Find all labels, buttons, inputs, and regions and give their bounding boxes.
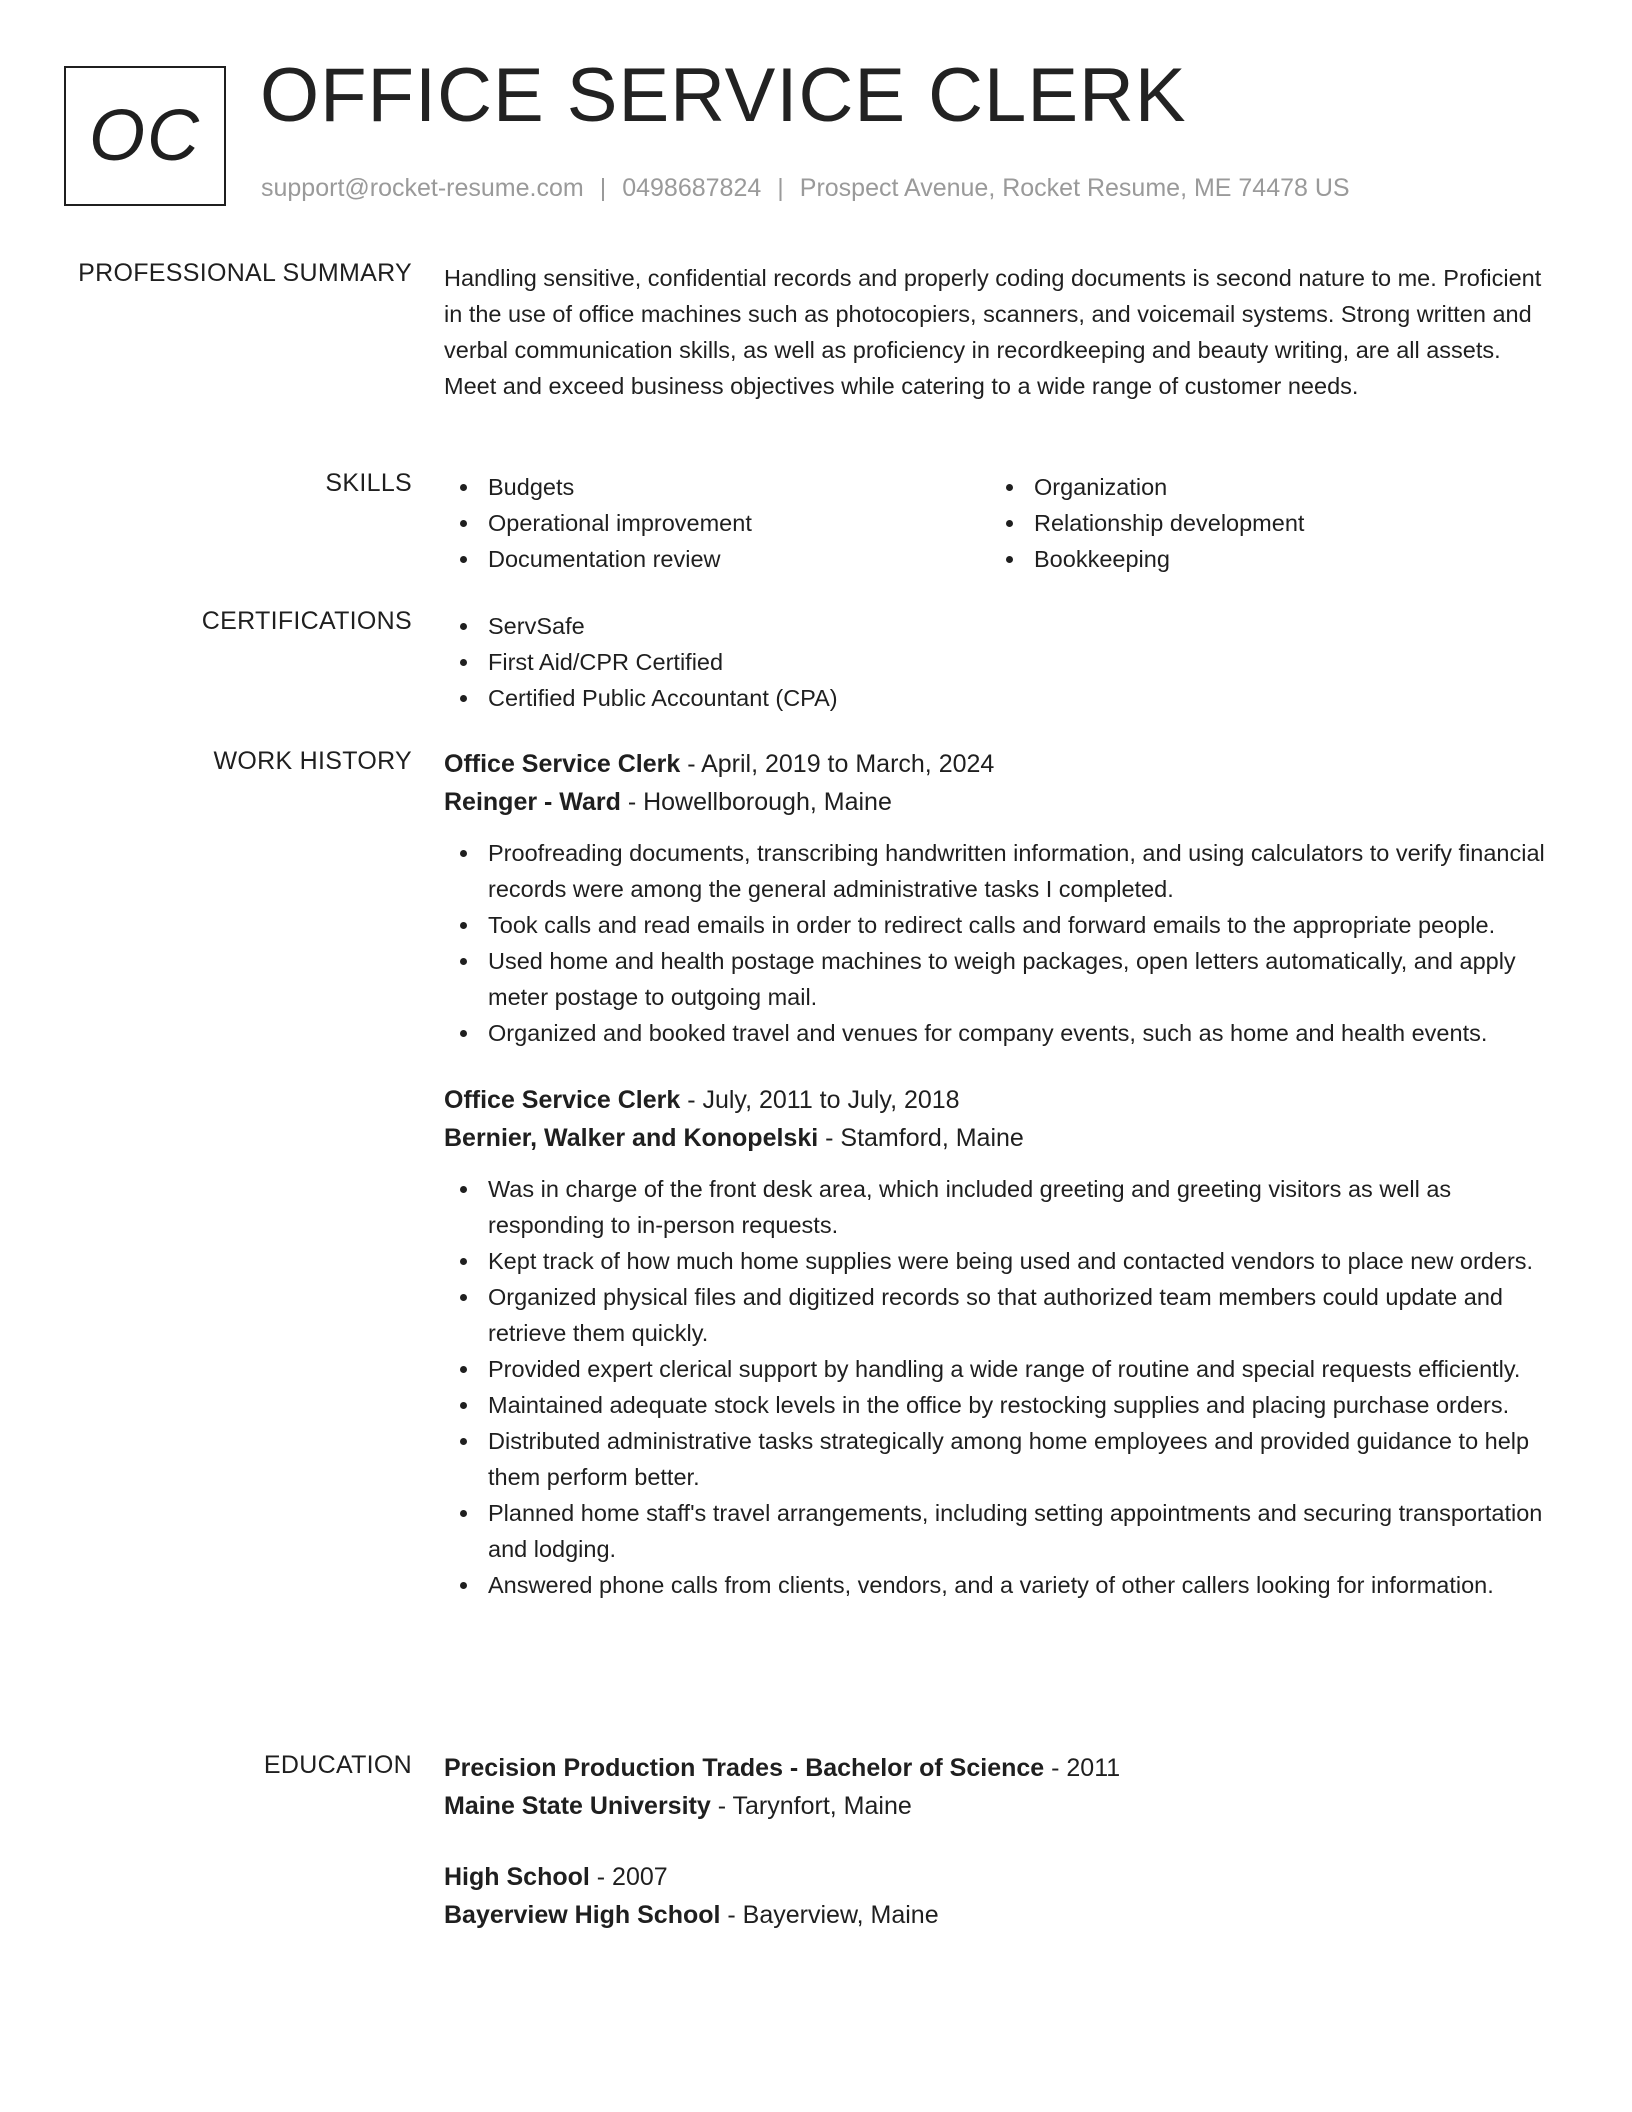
contact-line [261, 176, 1350, 201]
skill-item: Relationship development [990, 505, 1536, 541]
job-bullet: Organized and booked travel and venues for company events, such as home and health events. [444, 1015, 1556, 1051]
skills-column-left [444, 469, 990, 577]
education-school-line [444, 1896, 1556, 1934]
certifications-body [444, 608, 1556, 716]
job-bullet: Answered phone calls from clients, vendors, and a variety of other callers looking for information. [444, 1567, 1556, 1603]
skill-item: Bookkeeping [990, 541, 1536, 577]
job-entry [444, 1081, 1556, 1603]
education-school: Bayerview High School [444, 1901, 721, 1929]
job-bullet: Proofreading documents, transcribing handwritten information, and using calculators to verify financial records were among the general administrative tasks I completed. [444, 835, 1556, 907]
section-label-skills: SKILLS [325, 469, 412, 497]
job-bullet: Organized physical files and digitized records so that authorized team members could update and retrieve them quickly. [444, 1279, 1556, 1351]
contact-email: support@rocket-resume.com [261, 174, 584, 202]
contact-separator: | [777, 174, 784, 202]
contact-separator: | [599, 174, 607, 202]
summary-body [444, 260, 1556, 404]
job-company: Reinger - Ward [444, 788, 621, 816]
education-year: - 2007 [589, 1863, 668, 1891]
resume-title: OFFICE SERVICE CLERK [260, 53, 1187, 138]
education-degree-line [444, 1749, 1556, 1787]
job-company: Bernier, Walker and Konopelski [444, 1124, 819, 1152]
contact-phone: 0498687824 [622, 174, 762, 202]
job-title-line [444, 745, 1556, 783]
job-bullets [444, 1171, 1556, 1603]
education-degree-line [444, 1858, 1556, 1896]
contact-address: Prospect Avenue, Rocket Resume, ME 74478 US [799, 174, 1350, 202]
certification-item: ServSafe [444, 608, 1556, 644]
skills-body [444, 469, 1556, 577]
job-bullet: Was in charge of the front desk area, which included greeting and greeting visitors as well as responding to in-person requests. [444, 1171, 1556, 1243]
job-title: Office Service Clerk [444, 1086, 681, 1114]
education-degree: High School [444, 1863, 590, 1891]
section-label-work-history: WORK HISTORY [213, 747, 412, 775]
education-body [444, 1749, 1556, 1934]
education-degree: Precision Production Trades - Bachelor of Science [444, 1754, 1045, 1782]
work-history-body [444, 745, 1556, 1603]
skill-item: Organization [990, 469, 1536, 505]
job-title-line [444, 1081, 1556, 1119]
job-title: Office Service Clerk [444, 750, 681, 778]
job-dates: - July, 2011 to July, 2018 [680, 1086, 960, 1114]
skills-list-right [990, 469, 1536, 577]
job-bullet: Provided expert clerical support by handling a wide range of routine and special requests efficiently. [444, 1351, 1556, 1387]
monogram-box [64, 66, 226, 206]
section-label-education: EDUCATION [263, 1751, 412, 1779]
education-entry [444, 1749, 1556, 1825]
section-label-summary: PROFESSIONAL SUMMARY [78, 259, 412, 287]
education-location: - Tarynfort, Maine [710, 1792, 912, 1820]
education-school: Maine State University [444, 1792, 711, 1820]
job-company-line [444, 783, 1556, 821]
job-location: - Stamford, Maine [818, 1124, 1024, 1152]
job-bullet: Took calls and read emails in order to redirect calls and forward emails to the appropriate people. [444, 907, 1556, 943]
education-year: - 2011 [1044, 1754, 1121, 1782]
job-bullet: Used home and health postage machines to weigh packages, open letters automatically, and apply meter postage to outgoing mail. [444, 943, 1556, 1015]
skill-item: Documentation review [444, 541, 990, 577]
education-school-line [444, 1787, 1556, 1825]
skills-columns [444, 469, 1556, 577]
skill-item: Operational improvement [444, 505, 990, 541]
education-entry [444, 1858, 1556, 1934]
job-bullet: Distributed administrative tasks strategically among home employees and provided guidance to help them perform better. [444, 1423, 1556, 1495]
job-entry [444, 745, 1556, 1051]
job-company-line [444, 1119, 1556, 1157]
monogram-initials: OC [89, 96, 201, 176]
job-bullets [444, 835, 1556, 1051]
job-location: - Howellborough, Maine [620, 788, 892, 816]
job-bullet: Planned home staff's travel arrangements, including setting appointments and securing transportation and lodging. [444, 1495, 1556, 1567]
certification-item: Certified Public Accountant (CPA) [444, 680, 1556, 716]
education-location: - Bayerview, Maine [720, 1901, 939, 1929]
section-label-certifications: CERTIFICATIONS [201, 607, 412, 635]
job-bullet: Maintained adequate stock levels in the office by restocking supplies and placing purchase orders. [444, 1387, 1556, 1423]
skills-column-right [990, 469, 1536, 577]
skill-item: Budgets [444, 469, 990, 505]
job-dates: - April, 2019 to March, 2024 [680, 750, 995, 778]
certification-item: First Aid/CPR Certified [444, 644, 1556, 680]
job-bullet: Kept track of how much home supplies were being used and contacted vendors to place new orders. [444, 1243, 1556, 1279]
summary-text: Handling sensitive, confidential records and properly coding documents is second nature to me. Proficient in the use of office machines such as photocopiers, scanners, and voicemail systems. Strong written and verbal communication skills, as well as proficiency in recordkeeping and beauty writing, are all assets. Meet and exceed business objectives while catering to a wide range of customer needs. [444, 265, 1542, 399]
skills-list-left [444, 469, 990, 577]
certifications-list [444, 608, 1556, 716]
